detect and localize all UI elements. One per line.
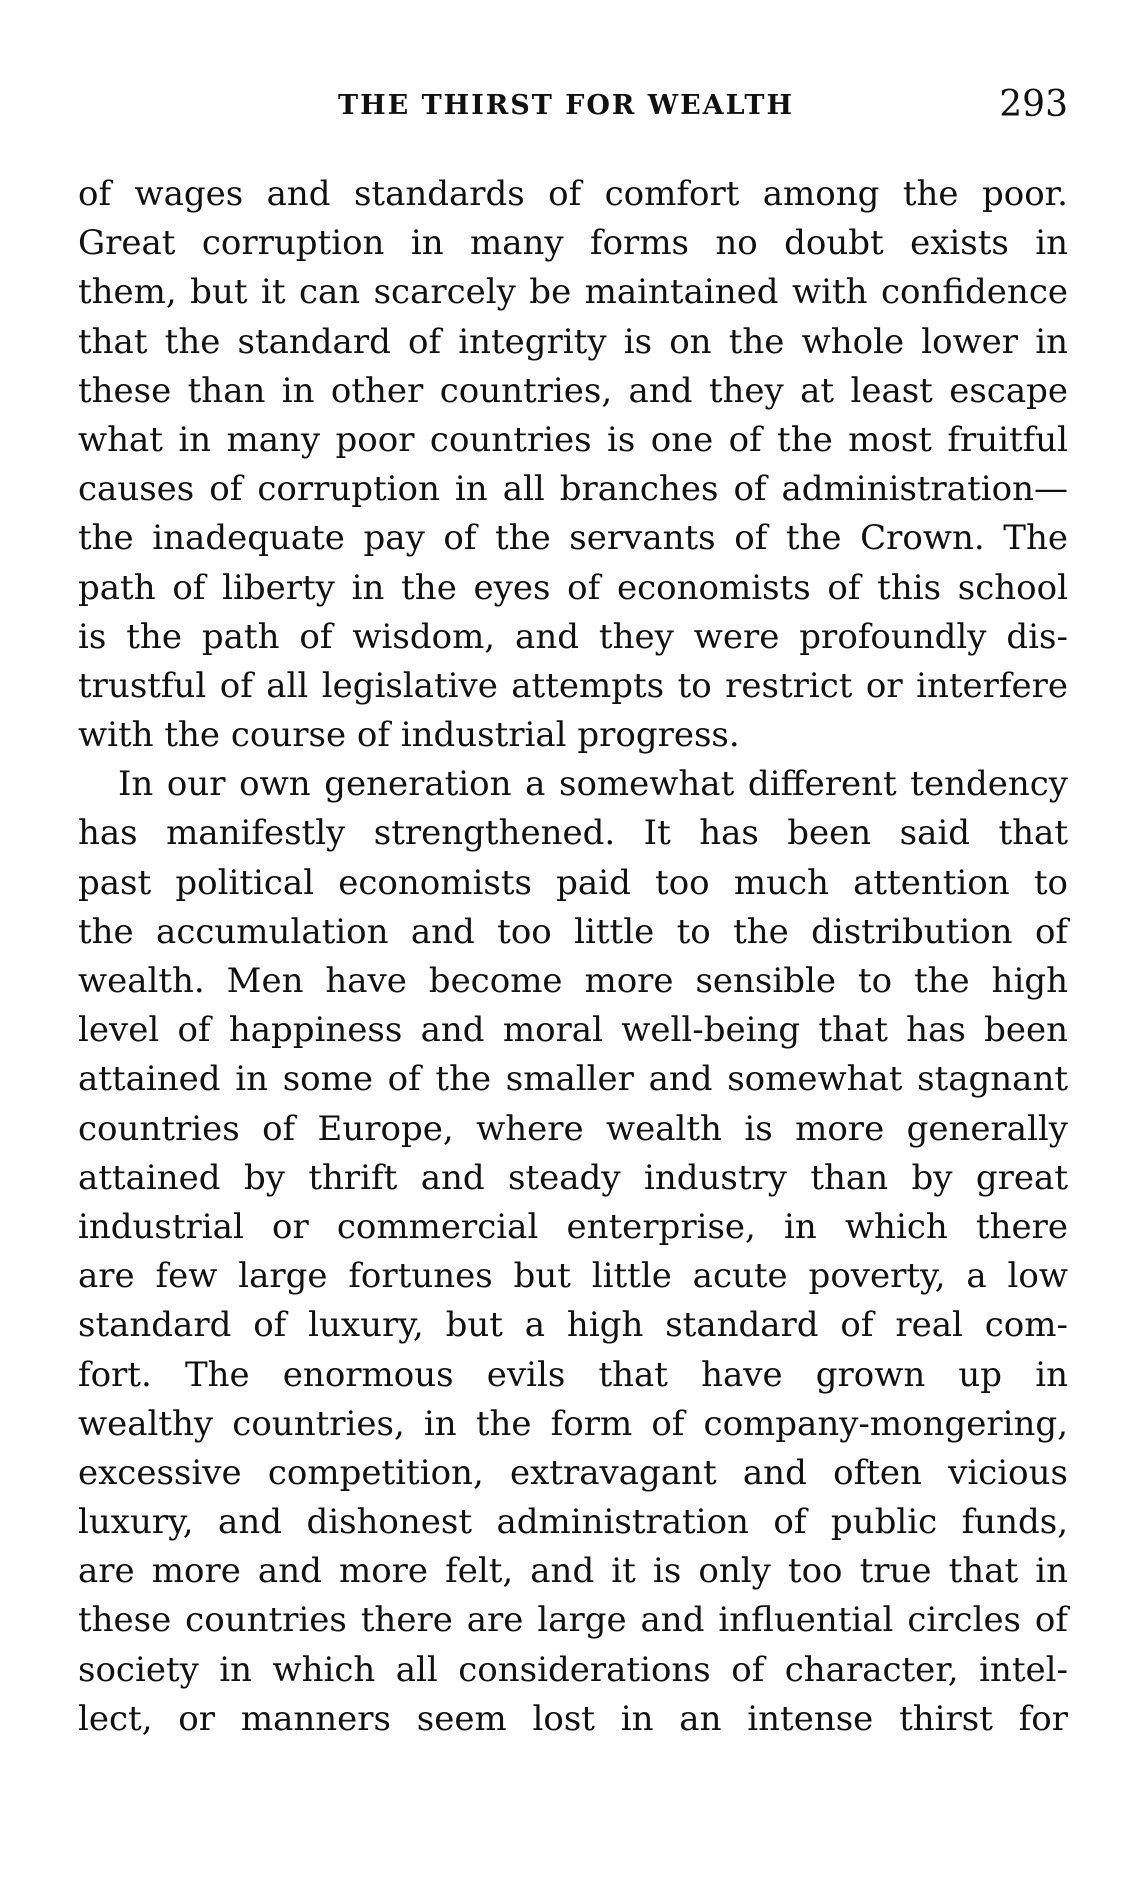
text-line: with the course of industrial progress. (78, 715, 740, 756)
text-line: level of happiness and moral well-being that has been (78, 1010, 1068, 1051)
text-line: In our own generation a somewhat different tendency (118, 764, 1068, 805)
text-line: is the path of wisdom, and they were profoundly dis- (78, 616, 1068, 657)
text-line: these countries there are large and influential circles of (78, 1600, 1068, 1641)
text-line: wealthy countries, in the form of company-mongering, (78, 1403, 1068, 1444)
text-line: of wages and standards of comfort among the poor. (78, 174, 1068, 214)
text-line: standard of luxury, but a high standard of real com- (78, 1305, 1068, 1346)
text-line: are few large fortunes but little acute poverty, a low (78, 1256, 1068, 1297)
text-line: the accumulation and too little to the distribution of (78, 911, 1068, 952)
text-line: attained in some of the smaller and somewhat stagnant (78, 1059, 1068, 1100)
text-line: path of liberty in the eyes of economists of this school (78, 567, 1068, 608)
running-title: THE THIRST FOR WEALTH (338, 90, 795, 121)
text-line: Great corruption in many forms no doubt exists in (78, 223, 1068, 264)
text-line: past political economists paid too much attention to (78, 862, 1068, 903)
page-number: 293 (999, 84, 1068, 125)
body-text (78, 170, 1068, 1744)
text-line: causes of corruption in all branches of administration— (78, 469, 1068, 510)
text-line: are more and more felt, and it is only too true that in (78, 1551, 1068, 1592)
text-line: countries of Europe, where wealth is more generally (78, 1108, 1068, 1149)
text-line: trustful of all legislative attempts to restrict or interfere (78, 665, 1068, 706)
text-line: these than in other countries, and they at least escape (78, 370, 1068, 411)
text-line: industrial or commercial enterprise, in which there (78, 1206, 1068, 1247)
text-line: excessive competition, extravagant and often vicious (78, 1452, 1068, 1493)
text-line: wealth. Men have become more sensible to the high (78, 961, 1068, 1001)
text-line: the inadequate pay of the servants of the Crown. The (78, 518, 1068, 559)
text-line: that the standard of integrity is on the whole lower in (78, 321, 1068, 362)
text-line: fort. The enormous evils that have grown up in (78, 1354, 1068, 1395)
text-line: them, but it can scarcely be maintained with confidence (78, 272, 1068, 313)
text-line: luxury, and dishonest administration of public funds, (78, 1502, 1068, 1543)
text-line: society in which all considerations of character, intel- (78, 1649, 1068, 1690)
text-line: lect, or manners seem lost in an intense thirst for (78, 1698, 1068, 1739)
text-line: attained by thrift and steady industry than by great (78, 1157, 1068, 1198)
page-header (78, 84, 1068, 128)
text-line: has manifestly strengthened. It has been said that (78, 813, 1068, 854)
text-line: what in many poor countries is one of the most fruitful (78, 419, 1068, 460)
